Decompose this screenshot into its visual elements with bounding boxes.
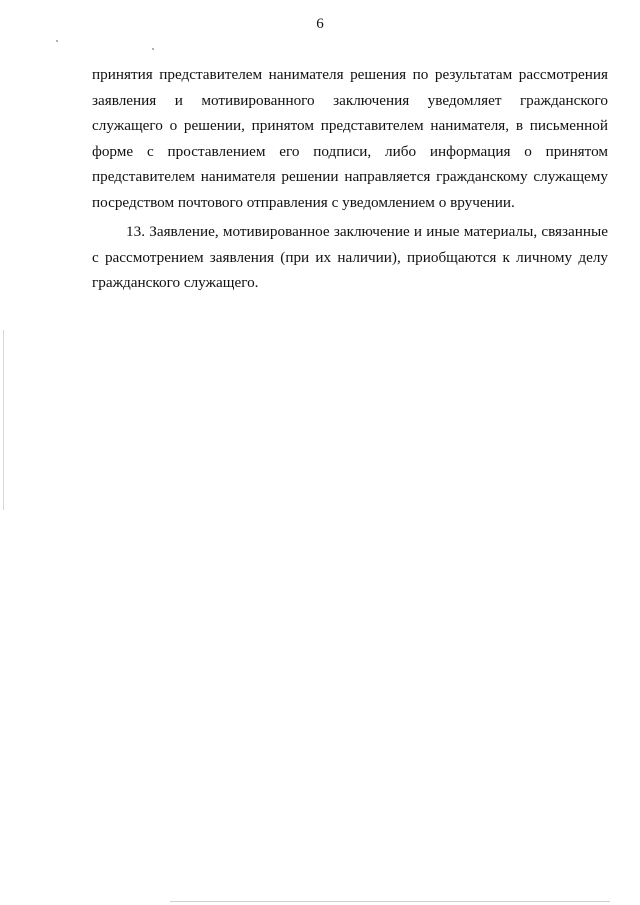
- paragraph-item-13: 13. Заявление, мотивированное заключение и иные материалы, связанные с рассмотрением заявления (при их наличии), приобщаются к личному делу гражданского служащего.: [92, 223, 608, 291]
- page-number: 6: [316, 16, 324, 32]
- scan-edge-line-left: [3, 330, 4, 510]
- scan-edge-line-bottom: [170, 901, 610, 902]
- scan-speck: [56, 40, 58, 42]
- document-body: [92, 62, 608, 296]
- scan-speck: [152, 48, 154, 50]
- paragraph-continuation: принятия представителем нанимателя решения по результатам рассмотрения заявления и мотивированного заключения уведомляет гражданского служащего о решении, принятом представителем нанимателя, в письменной форме с проставлением его подписи, либо информация о принятом представителем нанимателя решении направляется гражданскому служащему посредством почтового отправления с уведомлением о вручении.: [92, 66, 608, 211]
